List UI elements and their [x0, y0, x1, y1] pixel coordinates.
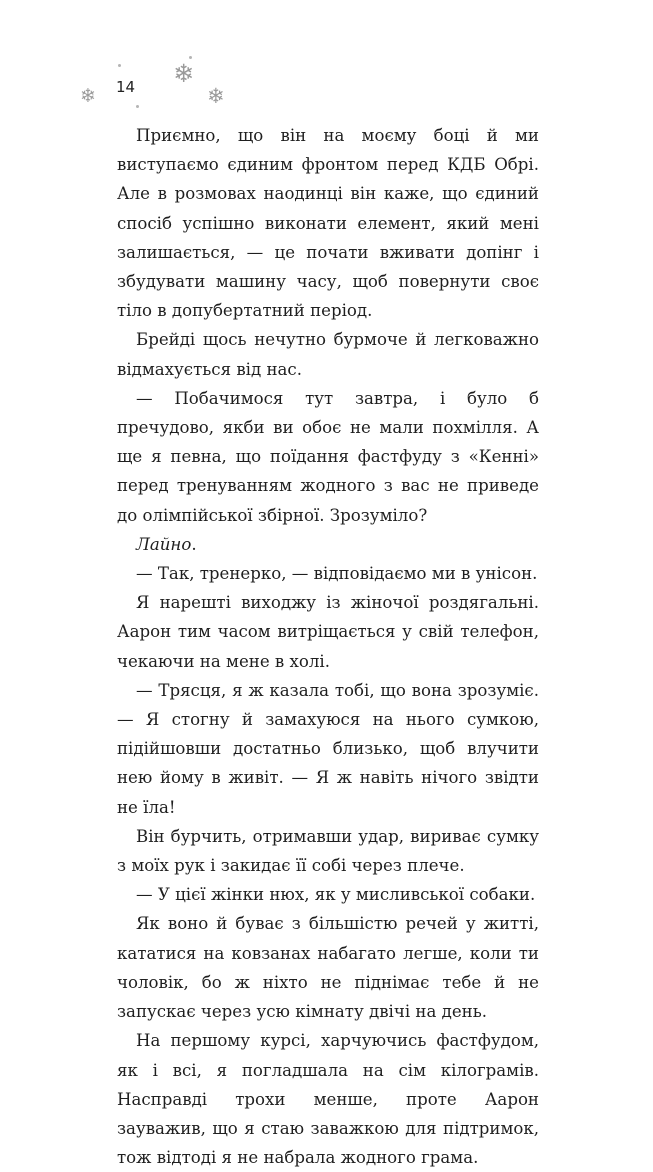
page-header — [70, 50, 250, 120]
paragraph — [117, 530, 539, 559]
paragraph: На першому курсі, харчуючись фастфудом, як і всі, я погладшала на сім кілограмів. Насправді трохи менше, проте Аарон зауважив, що я стаю заважкою для підтримок, тож відтоді я не набрала жодного грама. — [117, 1031, 539, 1168]
snowflake-icon: ❄ — [173, 59, 194, 88]
paragraph: Приємно, що він на моєму боці й ми виступаємо єдиним фронтом перед КДБ Обрі. Але в розмовах наодинці він каже, що єдиний спосіб успішно виконати елемент, який мені залишається, — це почати вживати допінг і збудувати машину часу, щоб повернути своє тіло в допубертатний період. — [117, 126, 539, 321]
punctuation: . — [191, 534, 197, 554]
paragraph: Він бурчить, отримавши удар, вириває сумку з моїх рук і закидає її собі через плече. — [117, 826, 539, 876]
snowflake-icon: ❄ — [80, 85, 96, 107]
paragraph: — Побачимося тут завтра, і було б пречудово, якби ви обоє не мали похмілля. А ще я певна, що поїдання фастфуду з «Кенні» перед тренуванням жодного з вас не приведе до олімпійської збірної. Зрозуміло? — [117, 388, 539, 525]
italic-word: Лайно — [136, 534, 192, 554]
paragraph: Брейді щось нечутно бурмоче й легковажно відмахується від нас. — [117, 330, 539, 379]
decorative-dot — [189, 56, 192, 59]
paragraph: — Так, тренерко, — відповідаємо ми в унісон. — [136, 564, 538, 584]
page-number: 14 — [116, 78, 136, 96]
paragraph: Як воно й буває з більшістю речей у житті, кататися на ковзанах набагато легше, коли ти чоловік, бо ж ніхто не піднімає тебе й не запускає через усю кімнату двічі на день. — [117, 914, 539, 1022]
paragraph: Я нарешті виходжу із жіночої роздягальні. Аарон тим часом витріщається у свій телефон, чекаючи на мене в холі. — [117, 593, 539, 671]
paragraph: — У цієї жінки нюх, як у мисливської собаки. — [136, 885, 536, 905]
decorative-dot — [118, 64, 121, 67]
paragraph: — Трясця, я ж казала тобі, що вона зрозуміє. — Я стогну й замахуюся на нього сумкою, підійшовши достатньо близько, щоб влучити нею йому в живіт. — Я ж навіть нічого звідти не їла! — [117, 680, 539, 817]
snowflake-icon: ❄ — [207, 84, 225, 108]
book-text — [117, 121, 539, 1172]
decorative-dot — [136, 105, 139, 108]
